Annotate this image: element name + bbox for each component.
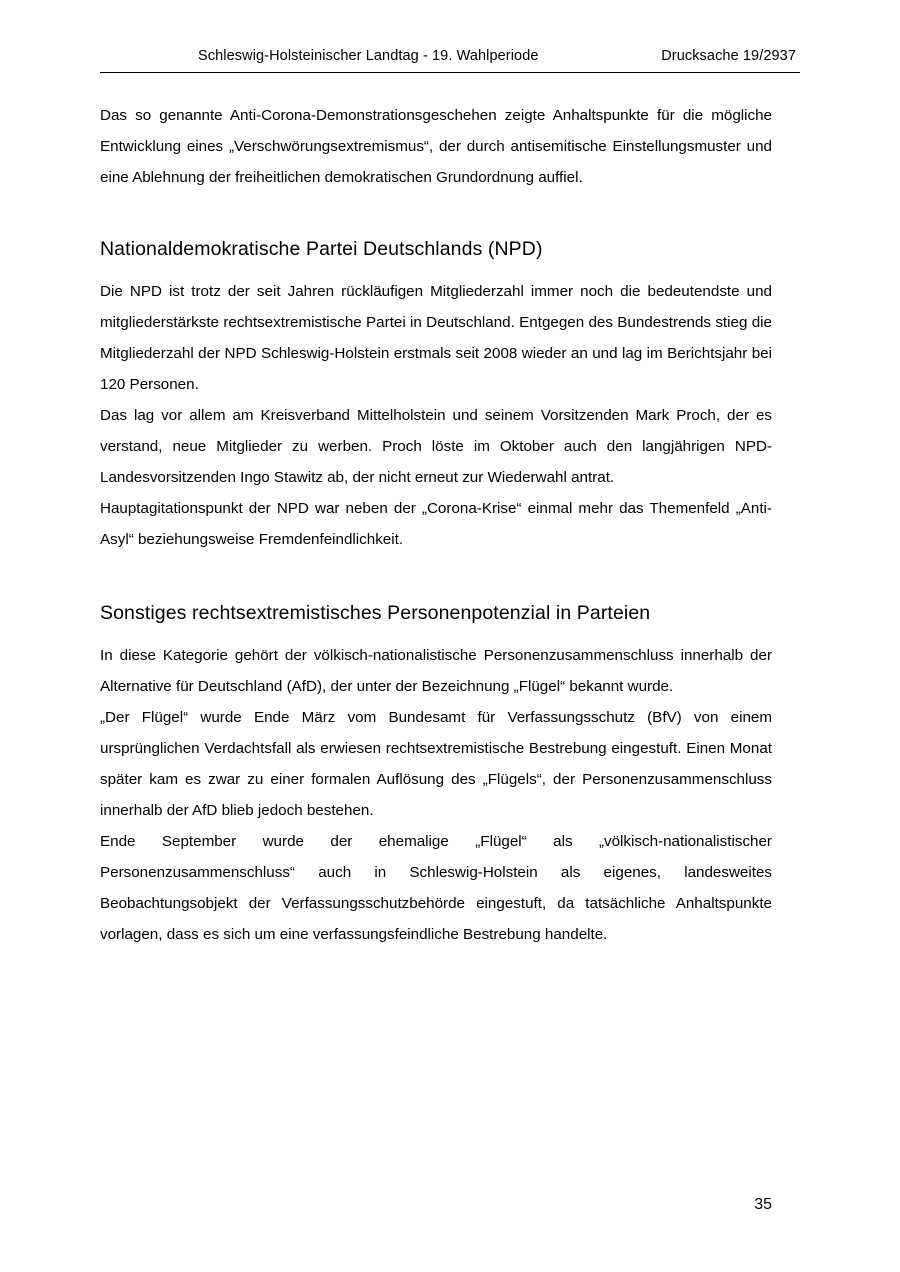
paragraph-sonstiges-3: Ende September wurde der ehemalige „Flügel“ als „völkisch-nationalistischer Personenzusammenschluss“ auch in Schleswig-Holstein als eigenes, landesweites Beobachtungsobjekt der Verfassungsschutzbehörde eingestuft, da tatsächliche Anhaltspunkte vorlagen, dass es sich um eine verfassungsfeindliche Bestrebung handelte. [100, 833, 772, 943]
spacer [100, 263, 772, 276]
spacer [100, 627, 772, 640]
document-body [100, 100, 772, 950]
heading-npd: Nationaldemokratische Partei Deutschlands (NPD) [100, 238, 543, 260]
header-document-title: Schleswig-Holsteinischer Landtag - 19. Wahlperiode [198, 48, 539, 64]
heading-sonstiges: Sonstiges rechtsextremistisches Personenpotenzial in Parteien [100, 602, 651, 624]
paragraph-sonstiges-1: In diese Kategorie gehört der völkisch-nationalistische Personenzusammenschluss innerhalb der Alternative für Deutschland (AfD), der unter der Bezeichnung „Flügel“ bekannt wurde. [100, 647, 772, 695]
spacer [100, 193, 772, 235]
paragraph-sonstiges-2: „Der Flügel“ wurde Ende März vom Bundesamt für Verfassungsschutz (BfV) von einem ursprünglichen Verdachtsfall als erwiesen rechtsextremistische Bestrebung eingestuft. Einen Monat später kam es zwar zu einer formalen Auflösung des „Flügels“, der Personenzusammenschluss innerhalb der AfD blieb jedoch bestehen. [100, 709, 772, 819]
page-header [100, 48, 800, 64]
header-divider [100, 72, 800, 73]
paragraph-npd-1: Die NPD ist trotz der seit Jahren rückläufigen Mitgliederzahl immer noch die bedeutendste und mitgliederstärkste rechtsextremistische Partei in Deutschland. Entgegen des Bundestrends stieg die Mitgliederzahl der NPD Schleswig-Holstein erstmals seit 2008 wieder an und lag im Berichtsjahr bei 120 Personen. [100, 283, 772, 393]
paragraph-npd-3: Hauptagitationspunkt der NPD war neben der „Corona-Krise“ einmal mehr das Themenfeld „Anti-Asyl“ beziehungsweise Fremdenfeindlichkeit. [100, 500, 772, 548]
header-document-number: Drucksache 19/2937 [661, 48, 796, 64]
paragraph-intro: Das so genannte Anti-Corona-Demonstrationsgeschehen zeigte Anhaltspunkte für die mögliche Entwicklung eines „Verschwörungsextremismus“, der durch antisemitische Einstellungsmuster und eine Ablehnung der freiheitlichen demokratischen Grundordnung auffiel. [100, 107, 772, 186]
spacer [100, 555, 772, 599]
page-number: 35 [754, 1196, 772, 1213]
paragraph-npd-2: Das lag vor allem am Kreisverband Mittelholstein und seinem Vorsitzenden Mark Proch, der es verstand, neue Mitglieder zu werben. Proch löste im Oktober auch den langjährigen NPD-Landesvorsitzenden Ingo Stawitz ab, der nicht erneut zur Wiederwahl antrat. [100, 407, 772, 486]
